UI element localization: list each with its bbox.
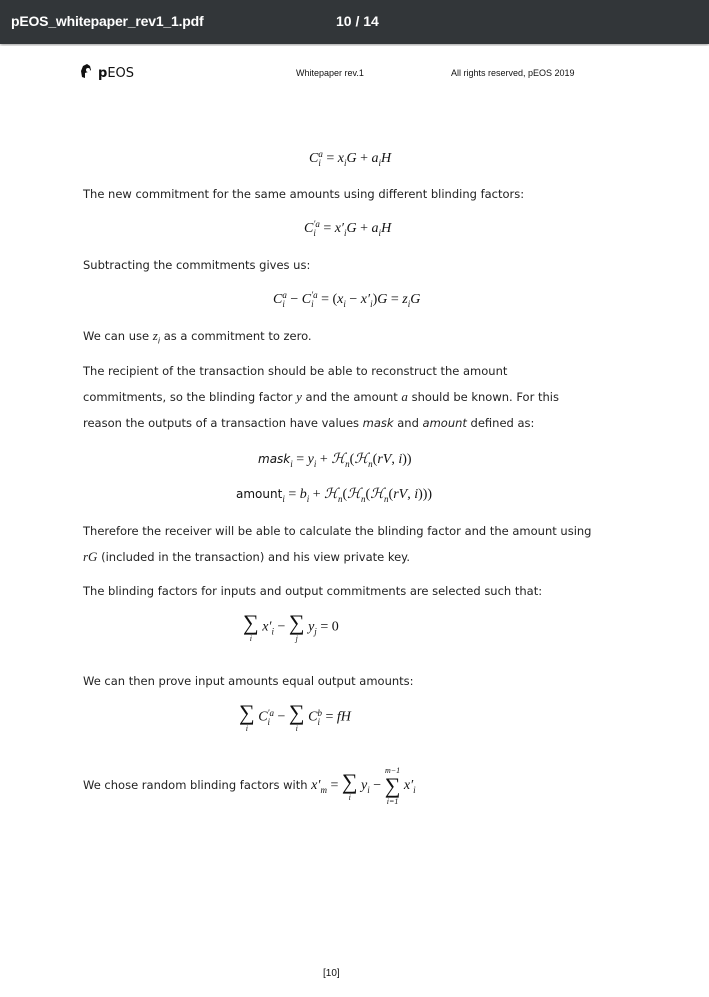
paragraph: We can then prove input amounts equal output amounts: [83,674,414,688]
paragraph: The new commitment for the same amounts using different blinding factors: [83,187,525,201]
equation-amounts-equal: ∑ i C ′a i − ∑ i C b i = fH [239,700,351,733]
equation-blinding-sum: ∑ i $x'_i$ − ∑ j $y_j = 0$ [243,610,339,643]
paragraph: We chose random blinding factors with $x'_m$ = ∑ i $y_i$ − m−1 ∑ i=1 $x'_i$ [83,766,416,806]
equation-mask: mask$_i$ = $y_i$ + ℋ$_n$(ℋ$_n$(rV, i)) [258,452,412,469]
equation-new-commitment: C ′a i = $x'_iG + a_iH$ [304,219,392,239]
paragraph: Subtracting the commitments gives us: [83,258,311,272]
paragraph: The recipient of the transaction should be able to reconstruct the amount commitments, so the blinding factor y and the amount a should be known. For this reason the outputs of a transaction have values mask and amount defined as: [83,364,559,430]
equation-subtraction: C a i − C ′a i = $(x_i - x'_i)G = z_iG$ [273,290,421,310]
document-title: pEOS_whitepaper_rev1_1.pdf [11,13,204,29]
paragraph: The blinding factors for inputs and output commitments are selected such that: [83,584,543,598]
page-number: [10] [323,968,340,979]
equation-amount: amount$_i$ = $b_i$ + ℋ$_n$(ℋ$_n$(ℋ$_n$(rV, i))) [236,487,433,504]
pdf-page [0,46,709,997]
header-center-text: Whitepaper rev.1 [296,68,364,78]
paragraph: Therefore the receiver will be able to calculate the blinding factor and the amount using rG (included in the transaction) and his view private key. [83,524,592,564]
header-right-text: All rights reserved, pEOS 2019 [451,68,575,78]
paragraph: We can use $z_i$ as a commitment to zero. [83,328,312,346]
equation-commitment: C a i = $x_iG + a_iH$ [309,149,392,169]
logo-text: pEOS [98,66,135,81]
viewer-toolbar [0,0,709,44]
peos-logo-icon [80,64,93,83]
page-indicator[interactable]: 10 / 14 [336,13,379,29]
header-logo [80,64,134,83]
